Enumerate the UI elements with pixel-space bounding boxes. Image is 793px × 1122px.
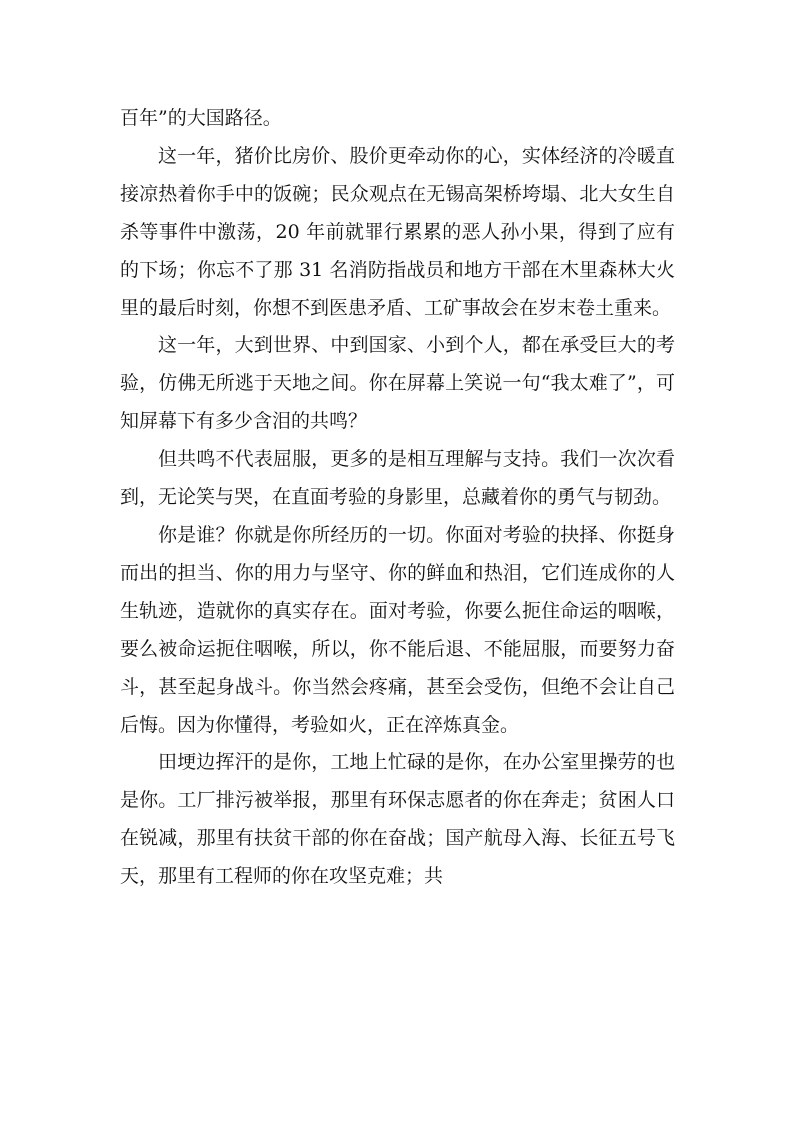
- paragraph-who-are-you: 你是谁？你就是你所经历的一切。你面对考验的抉择、你挺身而出的担当、你的用力与坚守、你的鲜血和热泪，它们连成你的人生轨迹，造就你的真实存在。面对考验，你要么扼住命运的咽喉，要么被命运扼住咽喉，所以，你不能后退、不能屈服，而要努力奋斗，甚至起身战斗。你当然会疼痛，甚至会受伤，但绝不会让自己后悔。因为你懂得，考验如火，正在淬炼真金。: [120, 523, 675, 736]
- paragraph-this-year-great-test: 这一年，大到世界、中到国家、小到个人，都在承受巨大的考验，仿佛无所逃于天地之间。你在屏幕上笑说一句“我太难了”，可知屏幕下有多少含泪的共鸣？: [120, 334, 675, 433]
- article-body: [120, 100, 675, 896]
- paragraph-field-sweat: 田埂边挥汗的是你，工地上忙碌的是你，在办公室里操劳的也是你。工厂排污被举报，那里有环保志愿者的你在奔走；贫困人口在锐减，那里有扶贫干部的你在奋战；国产航母入海、长征五号飞天，那里有工程师的你在攻坚克难；共: [120, 751, 675, 888]
- paragraph-resonance-not-surrender: 但共鸣不代表屈服，更多的是相互理解与支持。我们一次次看到，无论笑与哭，在直面考验的身影里，总藏着你的勇气与韧劲。: [120, 448, 675, 509]
- paragraph-continued: 百年”的大国路径。: [120, 107, 282, 129]
- paragraph-this-year-pork-price: 这一年，猪价比房价、股价更牵动你的心，实体经济的冷暖直接凉热着你手中的饭碗；民众观点在无锡高架桥垮塌、北大女生自杀等事件中激荡，20 年前就罪行累累的恶人孙小果，得到了应有的下场；你忘不了那 31 名消防指战员和地方干部在木里森林大火里的最后时刻，你想不到医患矛盾、工矿事故会在岁末卷土重来。: [120, 144, 675, 319]
